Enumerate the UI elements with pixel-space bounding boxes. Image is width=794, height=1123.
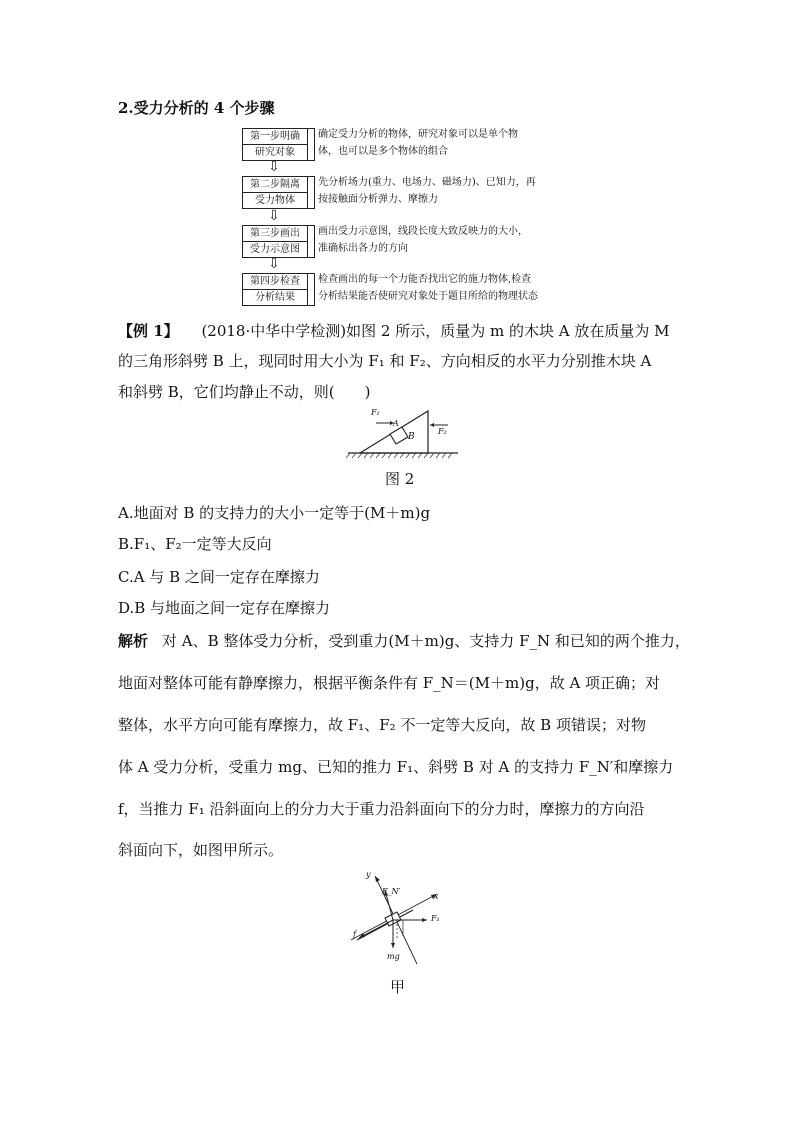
step1-desc-1: 确定受力分析的物体，研究对象可以是单个物 <box>318 129 518 140</box>
fig-jia-label-f: f <box>353 930 356 939</box>
step3-desc-1: 画出受力示意图，线段长度大致反映力的大小， <box>318 226 528 237</box>
analysis-line-5: f，当推力 F₁ 沿斜面向上的分力大于重力沿斜面向下的分力时，摩擦力的方向沿 <box>118 800 645 818</box>
step4-bottom-box: 分析结果 <box>242 289 308 306</box>
fig2-label-F2: F₂ <box>438 427 447 436</box>
step4-desc-2: 分析结果能否使研究对象处于题目所给的物理状态 <box>318 291 538 302</box>
example-line-3: 和斜劈 B，它们均静止不动，则( ) <box>118 383 371 401</box>
step2-bottom-box: 受力物体 <box>242 192 308 209</box>
step1-bottom-box: 研究对象 <box>242 144 308 161</box>
fig2-label-A: A <box>393 419 399 428</box>
analysis-line-1: 解析 对 A、B 整体受力分析，受到重力(M＋m)g、支持力 F_N 和已知的两个推力， <box>118 632 690 650</box>
step2-desc-2: 按接触面分析弹力、摩擦力 <box>318 194 438 205</box>
step4-top-box: 第四步检查 <box>242 273 308 290</box>
fig2-label-F1: F₁ <box>371 408 380 417</box>
step3-desc-2: 准确标出各力的方向 <box>318 243 408 254</box>
analysis-line-6: 斜面向下，如图甲所示。 <box>118 841 284 859</box>
example-label: 【例 1】 <box>118 322 179 340</box>
option-c: C.A 与 B 之间一定存在摩擦力 <box>118 568 320 586</box>
step2-bracket <box>308 176 315 209</box>
fig-jia-label-FN: F_N′ <box>382 887 401 896</box>
step1-bracket <box>308 128 315 161</box>
step3-top-box: 第三步画出 <box>242 225 308 242</box>
step2-desc-1: 先分析场力(重力、电场力、磁场力)、已知力，再 <box>318 177 536 188</box>
analysis-line-2: 地面对整体可能有静摩擦力，根据平衡条件有 F_N＝(M＋m)g，故 A 项正确；对 <box>118 674 661 692</box>
fig-jia-label-x: x <box>434 892 439 901</box>
example-line-1 <box>118 320 669 341</box>
fig-jia-label-F1: F₁ <box>431 914 440 923</box>
down-arrow-icon: ⇩ <box>268 208 280 224</box>
step1-top-box: 第一步明确 <box>242 128 308 145</box>
step1-desc-2: 体，也可以是多个物体的组合 <box>318 146 448 157</box>
step4-bracket <box>308 273 315 306</box>
figure-2-caption: 图 2 <box>385 470 415 488</box>
step2-top-box: 第二步隔离 <box>242 176 308 193</box>
option-b: B.F₁、F₂一定等大反向 <box>118 535 272 553</box>
fig2-label-B: B <box>408 432 415 442</box>
step3-bottom-box: 受力示意图 <box>242 241 308 258</box>
down-arrow-icon: ⇩ <box>268 256 280 272</box>
section-title: 2.受力分析的 4 个步骤 <box>118 99 275 117</box>
fig-jia-label-mg: mg <box>387 952 400 961</box>
step3-bracket <box>308 225 315 258</box>
analysis-line-3: 整体，水平方向可能有摩擦力，故 F₁、F₂ 不一定等大反向，故 B 项错误；对物 <box>118 716 646 734</box>
fig-jia-label-y: y <box>366 870 371 879</box>
example-source: (2018·中华中学检测) <box>201 322 347 340</box>
example-line-2: 的三角形斜劈 B 上，现同时用大小为 F₁ 和 F₂、方向相反的水平力分别推木块 A <box>118 352 652 370</box>
option-a: A.地面对 B 的支持力的大小一定等于(M＋m)g <box>118 504 431 522</box>
example-text-1: 如图 2 所示，质量为 m 的木块 A 放在质量为 M <box>346 322 670 340</box>
block-A <box>390 427 408 444</box>
analysis-label: 解析 <box>118 632 149 650</box>
analysis-line-4: 体 A 受力分析，受重力 mg、已知的推力 F₁、斜劈 B 对 A 的支持力 F_N′和摩擦力 <box>118 758 674 776</box>
step4-desc-1: 检查画出的每一个力能否找出它的施力物体,检查 <box>318 274 532 285</box>
down-arrow-icon: ⇩ <box>268 159 280 175</box>
figure-jia-caption: 甲 <box>390 978 406 996</box>
option-d: D.B 与地面之间一定存在摩擦力 <box>118 599 331 617</box>
